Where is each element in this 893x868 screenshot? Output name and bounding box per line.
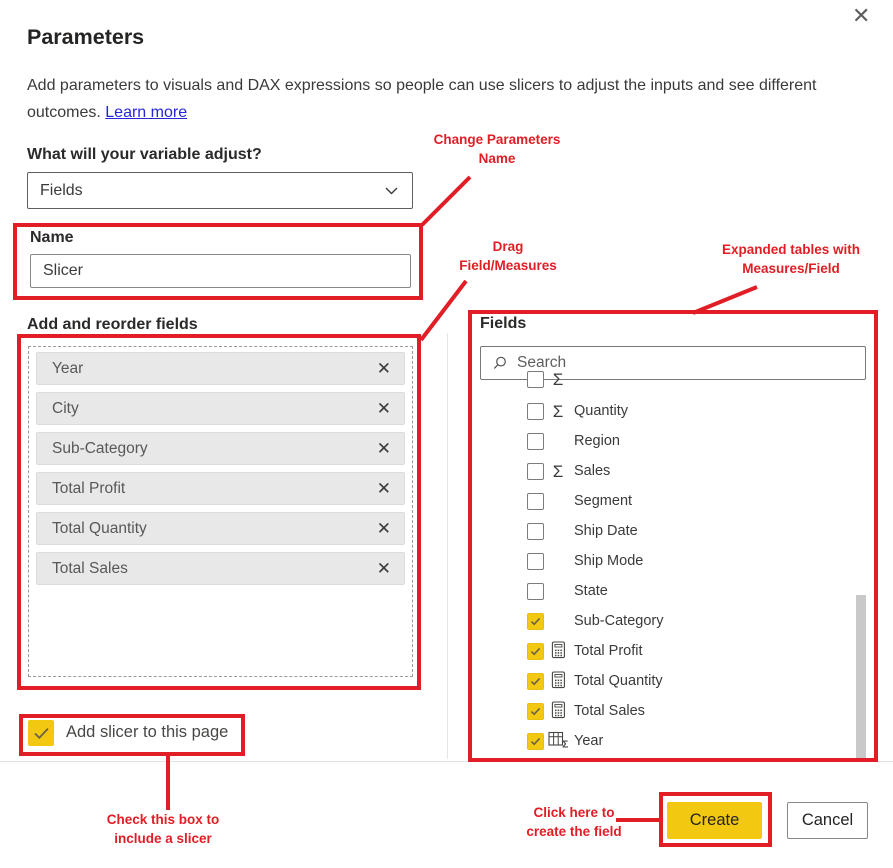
field-row[interactable] [480, 486, 850, 516]
annotation-drag-field-measures [408, 237, 608, 275]
field-label: Ship Mode [574, 553, 644, 569]
name-input[interactable] [30, 254, 411, 288]
search-icon [492, 355, 508, 371]
annotation-line: Change Parameters [433, 132, 561, 147]
field-label: Sales [574, 463, 611, 479]
field-chip-list [28, 346, 413, 677]
field-label: Total Sales [574, 703, 645, 719]
sigma-icon: Σ [552, 401, 564, 421]
svg-text:Σ: Σ [561, 739, 568, 751]
field-row[interactable] [480, 666, 850, 696]
chevron-down-icon [385, 187, 398, 195]
field-checkbox[interactable] [527, 733, 544, 750]
variable-adjust-dropdown[interactable] [27, 172, 413, 209]
annotation-expanded-tables [691, 240, 891, 278]
field-row[interactable] [480, 576, 850, 606]
field-chip[interactable] [36, 512, 405, 545]
field-chip-label: Total Sales [52, 559, 128, 577]
field-chip[interactable] [36, 472, 405, 505]
field-checkbox[interactable] [527, 433, 544, 450]
field-checkbox[interactable] [527, 643, 544, 660]
calculator-icon [547, 701, 569, 722]
field-row[interactable] [480, 606, 850, 636]
field-label: Ship Date [574, 523, 638, 539]
field-chip-label: Year [52, 359, 84, 377]
annotation-line: Field/Measures [459, 258, 557, 273]
search-input[interactable] [515, 353, 857, 373]
remove-field-icon[interactable]: ✕ [376, 439, 391, 458]
field-row[interactable] [480, 516, 850, 546]
field-row[interactable] [480, 696, 850, 726]
field-chip-label: Sub-Category [52, 439, 148, 457]
learn-more-link[interactable]: Learn more [105, 104, 188, 121]
table-sigma-icon [547, 731, 569, 751]
field-row[interactable] [480, 456, 850, 486]
field-label: Total Quantity [574, 673, 663, 689]
fields-list [480, 370, 850, 758]
field-row[interactable] [480, 370, 850, 396]
field-chip[interactable] [36, 392, 405, 425]
field-checkbox[interactable] [527, 493, 544, 510]
annotation-change-parameters-name [397, 130, 597, 168]
cancel-button[interactable]: Cancel [787, 802, 868, 839]
annotation-click-here-create [474, 803, 674, 841]
annotation-line: Measures/Field [742, 261, 840, 276]
annotation-line: Check this box to [106, 812, 220, 827]
field-label: Total Profit [574, 643, 643, 659]
field-checkbox[interactable] [527, 673, 544, 690]
field-chip-label: Total Profit [52, 479, 126, 497]
field-checkbox[interactable] [527, 613, 544, 630]
annotation-line: Drag [492, 239, 524, 254]
field-chip[interactable] [36, 352, 405, 385]
field-checkbox[interactable] [527, 463, 544, 480]
fields-panel-title: Fields [480, 315, 527, 332]
name-label: Name [30, 229, 74, 246]
annotation-line: create the field [526, 824, 622, 839]
sigma-icon: Σ [552, 461, 564, 481]
field-chip[interactable] [36, 552, 405, 585]
page-title: Parameters [27, 25, 145, 49]
field-row[interactable] [480, 546, 850, 576]
field-label: Segment [574, 493, 633, 509]
remove-field-icon[interactable]: ✕ [376, 519, 391, 538]
field-row[interactable] [480, 636, 850, 666]
field-label: Year [574, 733, 604, 749]
field-row[interactable] [480, 726, 850, 756]
footer-divider [0, 761, 893, 762]
field-chip-label: City [52, 399, 79, 417]
annotation-line: include a slicer [114, 831, 212, 846]
field-chip-label: Total Quantity [52, 519, 147, 537]
field-label: Quantity [574, 403, 628, 419]
dialog-description [27, 72, 833, 126]
dropdown-selected-value: Fields [40, 181, 83, 199]
variable-adjust-label: What will your variable adjust? [27, 146, 262, 163]
description-text: Add parameters to visuals and DAX expressions so people can use slicers to adjust the inputs and see different outcomes. [27, 77, 817, 121]
field-chip[interactable] [36, 432, 405, 465]
annotation-line: Click here to [533, 805, 615, 820]
create-button[interactable]: Create [667, 802, 762, 839]
annotation-line: Expanded tables with [721, 242, 861, 257]
field-checkbox[interactable] [527, 371, 544, 388]
close-icon[interactable]: ✕ [852, 3, 871, 28]
fields-scrollbar-thumb[interactable] [856, 595, 866, 758]
field-label: Sub-Category [574, 613, 664, 629]
remove-field-icon[interactable]: ✕ [376, 399, 391, 418]
field-row[interactable] [480, 396, 850, 426]
remove-field-icon[interactable]: ✕ [376, 479, 391, 498]
field-checkbox[interactable] [527, 403, 544, 420]
field-checkbox[interactable] [527, 703, 544, 720]
remove-field-icon[interactable]: ✕ [376, 559, 391, 578]
checkmark-icon [33, 727, 50, 740]
add-slicer-checkbox[interactable] [28, 720, 54, 746]
remove-field-icon[interactable]: ✕ [376, 359, 391, 378]
annotation-line: Name [478, 151, 516, 166]
reorder-fields-label: Add and reorder fields [27, 316, 198, 333]
annotation-check-this-box [63, 810, 263, 848]
calculator-icon [547, 641, 569, 662]
panel-divider [447, 333, 448, 759]
add-slicer-label: Add slicer to this page [66, 723, 229, 741]
field-label: State [574, 583, 608, 599]
sigma-icon: Σ [552, 370, 564, 389]
field-label: Region [574, 433, 620, 449]
field-checkbox[interactable] [527, 553, 544, 570]
field-row[interactable] [480, 426, 850, 456]
field-checkbox[interactable] [527, 523, 544, 540]
field-checkbox[interactable] [527, 583, 544, 600]
calculator-icon [547, 671, 569, 692]
